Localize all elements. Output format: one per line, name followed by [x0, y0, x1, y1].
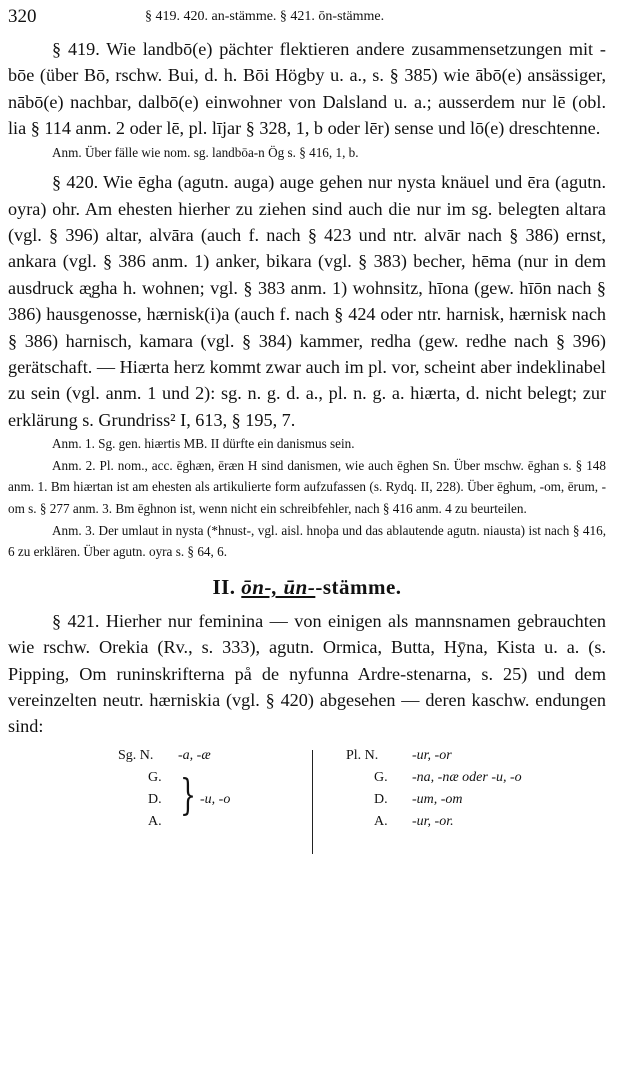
note-420-2: Anm. 2. Pl. nom., acc. ēghæn, ēræn H sind danismen, wie auch ēghen Sn. Über mschw. ēghan s. § 148 anm. 1. Bm hiærtan ist am ehesten als artikulierte form aufzufassen (s. Rydq. II, 228). Über ēghum, -om, ērum, -om s. § 277 anm. 3. Bm ēghnon ist, wenn nicht ein schreibfehler, nach § 416 anm. 4 zu beurteilen. — [8, 457, 606, 517]
sg-n-label: Sg. N. — [118, 747, 154, 763]
sg-n-form: -a, -æ — [178, 747, 211, 763]
page-header — [8, 6, 608, 32]
section-heading-roman: II. — [212, 574, 236, 599]
page-number: 320 — [8, 6, 37, 27]
sg-g-label: G. — [148, 769, 162, 785]
sg-d-label: D. — [148, 791, 162, 807]
pl-n-label: Pl. N. — [346, 747, 379, 763]
pl-d-form: -um, -om — [412, 791, 463, 807]
pl-a-form: -ur, -or. — [412, 813, 454, 829]
column-divider — [312, 750, 313, 854]
section-heading — [8, 575, 606, 600]
paragraph-421: § 421. Hierher nur feminina — von einigen als mannsnamen gebrauchten wie rschw. Orekia (Rv., s. 333), agutn. Ormica, Butta, Hȳna, Kista u. a. (s. Pipping, Om runinskrifterna på de nyfunna Ardre-stenarna, s. 25) und dem vereinzelten neutr. hærniskia (vgl. § 420) abgesehen — deren kaschw. endungen sind: — [8, 610, 606, 737]
note-419: Anm. Über fälle wie nom. sg. landbōa-n Ög s. § 416, 1, b. — [52, 144, 359, 160]
pl-g-form: -na, -næ oder -u, -o — [412, 769, 522, 785]
sg-gda-form: -u, -o — [200, 791, 231, 807]
pl-n-form: -ur, -or — [412, 747, 452, 763]
section-heading-stems: ōn-, ūn- — [241, 574, 316, 599]
section-heading-suffix: -stämme. — [315, 574, 402, 599]
sg-a-label: A. — [148, 813, 162, 829]
pl-a-label: A. — [374, 813, 388, 829]
page-body — [8, 36, 606, 868]
running-title: § 419. 420. an-stämme. § 421. ōn-stämme. — [145, 9, 385, 24]
paragraph-420: § 420. Wie ēgha (agutn. auga) auge gehen nur nysta knäuel und ēra (agutn. oyra) ohr. Am ehesten hierher zu ziehen sind auch die nur im sg. belegten altara (vgl. § 396) altar, alvāra (auch f. nach § 423 und ntr. alvār nach § 386) ernst, ankara (vgl. § 386 anm. 1) anker, bikara (vgl. § 383) becher, hēma (nur in dem ausdruck æ̨gha h. wohnen; vgl. § 383 anm. 1) wohnsitz, hīona (gew. hīōn nach § 386) hausgenosse, hærnisk(i)a (auch f. nach § 424 oder ntr. harnisk, hærnisk nach § 386) harnisch, kamara (vgl. § 384) kammer, redha (gew. redhe nach § 396) gerätschaft. — Hiærta herz kommt zwar auch im pl. vor, scheint aber indeklinabel zu sein (vgl. anm. 1 und 2): sg. n. g. d. a., pl. n. g. a. hiærta, d. nicht belegt; zur erklärung s. Grundriss² I, 613, § 195, 7. — [8, 172, 606, 430]
brace-icon: } — [180, 769, 197, 819]
paragraph-419: § 419. Wie landbō(e) pächter flektieren andere zusammensetzungen mit -bōe (über Bō, rschw. Bui, d. h. Bōi Högby u. a., s. § 385) wie ābō(e) ansässiger, nābō(e) nachbar, dalbō(e) einwohner von Dalsland u. a.; ausserdem nur lē (obl. lia § 114 anm. 2 oder lē, pl. lījar § 328, 1, b oder lēr) sense und lō(e) dreschtenne. — [8, 39, 606, 139]
pl-g-label: G. — [374, 769, 388, 785]
note-420-1: Anm. 1. Sg. gen. hiærtis MB. II dürfte ein danismus sein. — [52, 436, 355, 452]
paradigm-table — [8, 746, 606, 868]
pl-d-label: D. — [374, 791, 388, 807]
note-420-3: Anm. 3. Der umlaut in nysta (*hnust-, vgl. aisl. hnoþa und das ablautende agutn. niausta) ist nach § 416, 6 zu erklären. Über agutn. oyra s. § 64, 6. — [8, 522, 606, 560]
